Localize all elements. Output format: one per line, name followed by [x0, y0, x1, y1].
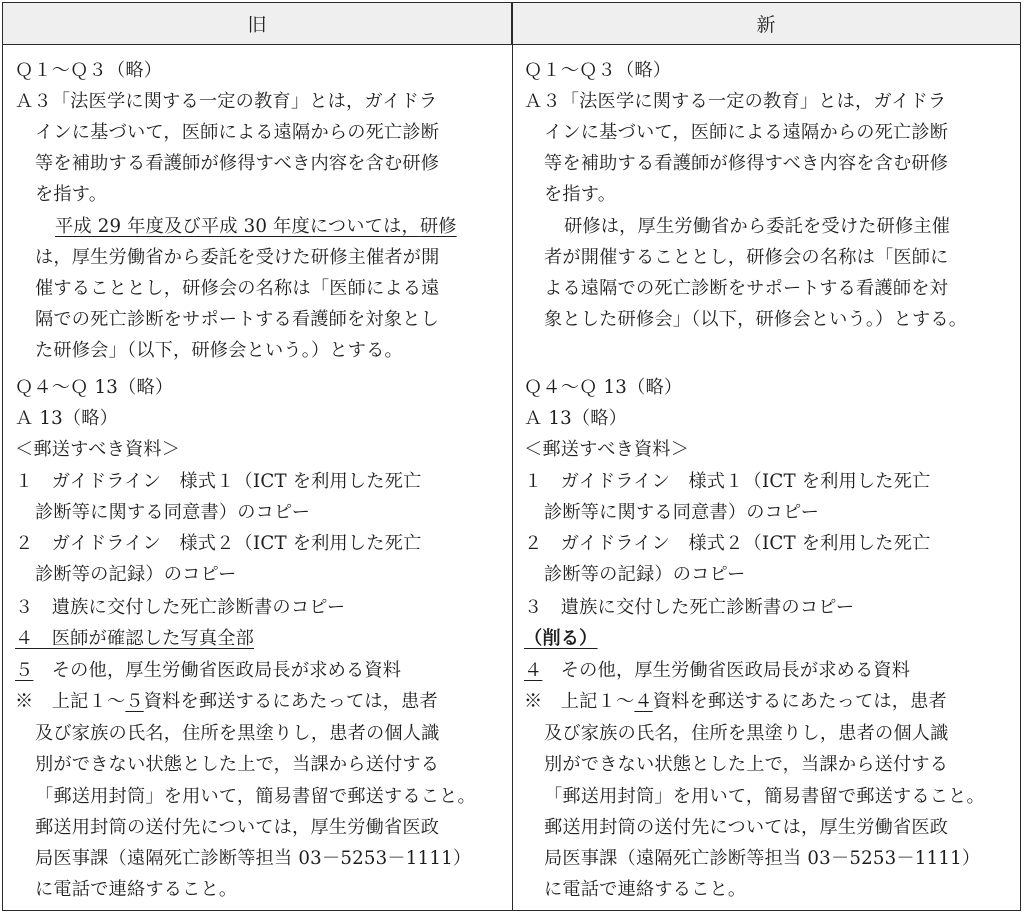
- new-a3-para2-line2: 者が開催することとし，研修会の名称は「医師に: [544, 247, 949, 268]
- old-a3-line2: インに基づいて，医師による遠隔からの死亡診断: [35, 122, 440, 143]
- old-item5: [15, 655, 401, 686]
- old-item3: ３ 遺族に交付した死亡診断書のコピー: [15, 597, 346, 618]
- new-a3-para2-line1: 研修は，厚生労働省から委託を受けた研修主催: [564, 216, 951, 237]
- new-materials-heading: ＜郵送すべき資料＞: [524, 439, 690, 460]
- new-note-line7: に電話で連絡すること。: [544, 879, 747, 900]
- old-a13: Ａ 13（略）: [15, 408, 119, 429]
- new-note-line3: 別ができない状態とした上で，当課から送付する: [544, 754, 949, 775]
- new-note-line2: 及び家族の氏名，住所を黒塗りし，患者の個人識: [544, 723, 949, 744]
- new-a3-line4: を指す。: [544, 184, 617, 205]
- header-new: [512, 3, 1020, 45]
- old-item5-number: ５: [15, 660, 34, 681]
- new-item4: [524, 655, 910, 686]
- old-item4-deleted: ４ 医師が確認した写真全部: [15, 628, 255, 649]
- old-deleted-phrase: 平成 29 年度及び平成 30 年度については，: [55, 216, 420, 237]
- new-item1-line2: 診断等に関する同意書）のコピー: [544, 502, 820, 523]
- old-a3-line1: Ａ３「法医学に関する一定の教育」とは，ガイドラ: [15, 91, 438, 112]
- old-item1-line1: １ ガイドライン 様式１（ICT を利用した死亡: [15, 471, 422, 492]
- old-a3-para2-word: 研修: [419, 216, 457, 237]
- new-item4-number: ４: [524, 660, 543, 681]
- old-a3-para2-line5: た研修会」（以下，研修会という。）とする。: [35, 340, 403, 361]
- new-a3-para2-line4: 象とした研修会」（以下，研修会という。）とする。: [544, 309, 968, 330]
- header-old-label: 旧: [247, 14, 267, 36]
- old-note-line7: に電話で連絡すること。: [35, 879, 238, 900]
- new-note-line5: 郵送用封筒の送付先については，厚生労働省医政: [544, 817, 949, 838]
- new-a3-line1: Ａ３「法医学に関する一定の教育」とは，ガイドラ: [524, 91, 947, 112]
- old-note-line4: 「郵送用封筒」を用いて，簡易書留で郵送すること。: [35, 786, 476, 807]
- comparison-table: [2, 2, 1021, 911]
- new-a3-line2: インに基づいて，医師による遠隔からの死亡診断: [544, 122, 949, 143]
- new-note-line6: 局医事課（遠隔死亡診断等担当 03－5253－1111）: [544, 848, 981, 869]
- new-q1-q3: Ｑ１～Ｑ３（略）: [524, 60, 672, 81]
- old-item2-line2: 診断等の記録）のコピー: [35, 564, 237, 585]
- column-divider: [512, 3, 513, 910]
- new-item1-line1: １ ガイドライン 様式１（ICT を利用した死亡: [524, 471, 931, 492]
- header-old: [3, 3, 512, 45]
- new-q4-q13: Ｑ４～Ｑ 13（略）: [524, 377, 683, 398]
- new-item2-line2: 診断等の記録）のコピー: [544, 564, 746, 585]
- new-a13: Ａ 13（略）: [524, 408, 628, 429]
- old-materials-heading: ＜郵送すべき資料＞: [15, 439, 181, 460]
- new-deleted-marker: （削る）: [524, 628, 598, 649]
- old-note-line3: 別ができない状態とした上で，当課から送付する: [35, 754, 440, 775]
- old-a3-para2-line4: 隔での死亡診断をサポートする看護師を対象とし: [35, 309, 439, 330]
- new-note-line4: 「郵送用封筒」を用いて，簡易書留で郵送すること。: [544, 786, 985, 807]
- new-item3: ３ 遺族に交付した死亡診断書のコピー: [524, 597, 855, 618]
- new-a3-line3: 等を補助する看護師が修得すべき内容を含む研修: [544, 153, 949, 174]
- old-q1-q3: Ｑ１～Ｑ３（略）: [15, 60, 163, 81]
- new-a3-para2-line3: よる遠隔での死亡診断をサポートする看護師を対: [544, 278, 948, 299]
- header-new-label: 新: [756, 14, 776, 36]
- old-q4-q13: Ｑ４～Ｑ 13（略）: [15, 377, 174, 398]
- old-a3-line4: を指す。: [35, 184, 108, 205]
- old-note-line6: 局医事課（遠隔死亡診断等担当 03－5253－1111）: [35, 848, 472, 869]
- old-item5-text: その他，厚生労働省医政局長が求める資料: [33, 660, 402, 681]
- old-a3-para2-line1: [55, 211, 457, 242]
- new-item4-text: その他，厚生労働省医政局長が求める資料: [542, 660, 911, 681]
- old-note-range-number: ５: [125, 691, 144, 712]
- new-note-line1: ※ 上記１～４資料を郵送するにあたっては，患者: [524, 691, 947, 712]
- old-a3-line3: 等を補助する看護師が修得すべき内容を含む研修: [35, 153, 440, 174]
- old-a3-para2-line3: 催することとし，研修会の名称は「医師による遠: [35, 278, 440, 299]
- old-note-line1: ※ 上記１～５資料を郵送するにあたっては，患者: [15, 691, 438, 712]
- old-a3-para2-line2: は，厚生労働省から委託を受けた研修主催者が開: [35, 247, 440, 268]
- new-note-range-number: ４: [634, 691, 653, 712]
- old-note-line2: 及び家族の氏名，住所を黒塗りし，患者の個人識: [35, 723, 440, 744]
- new-item2-line1: ２ ガイドライン 様式２（ICT を利用した死亡: [524, 533, 931, 554]
- old-item2-line1: ２ ガイドライン 様式２（ICT を利用した死亡: [15, 533, 422, 554]
- old-item1-line2: 診断等に関する同意書）のコピー: [35, 502, 311, 523]
- old-note-line5: 郵送用封筒の送付先については，厚生労働省医政: [35, 817, 440, 838]
